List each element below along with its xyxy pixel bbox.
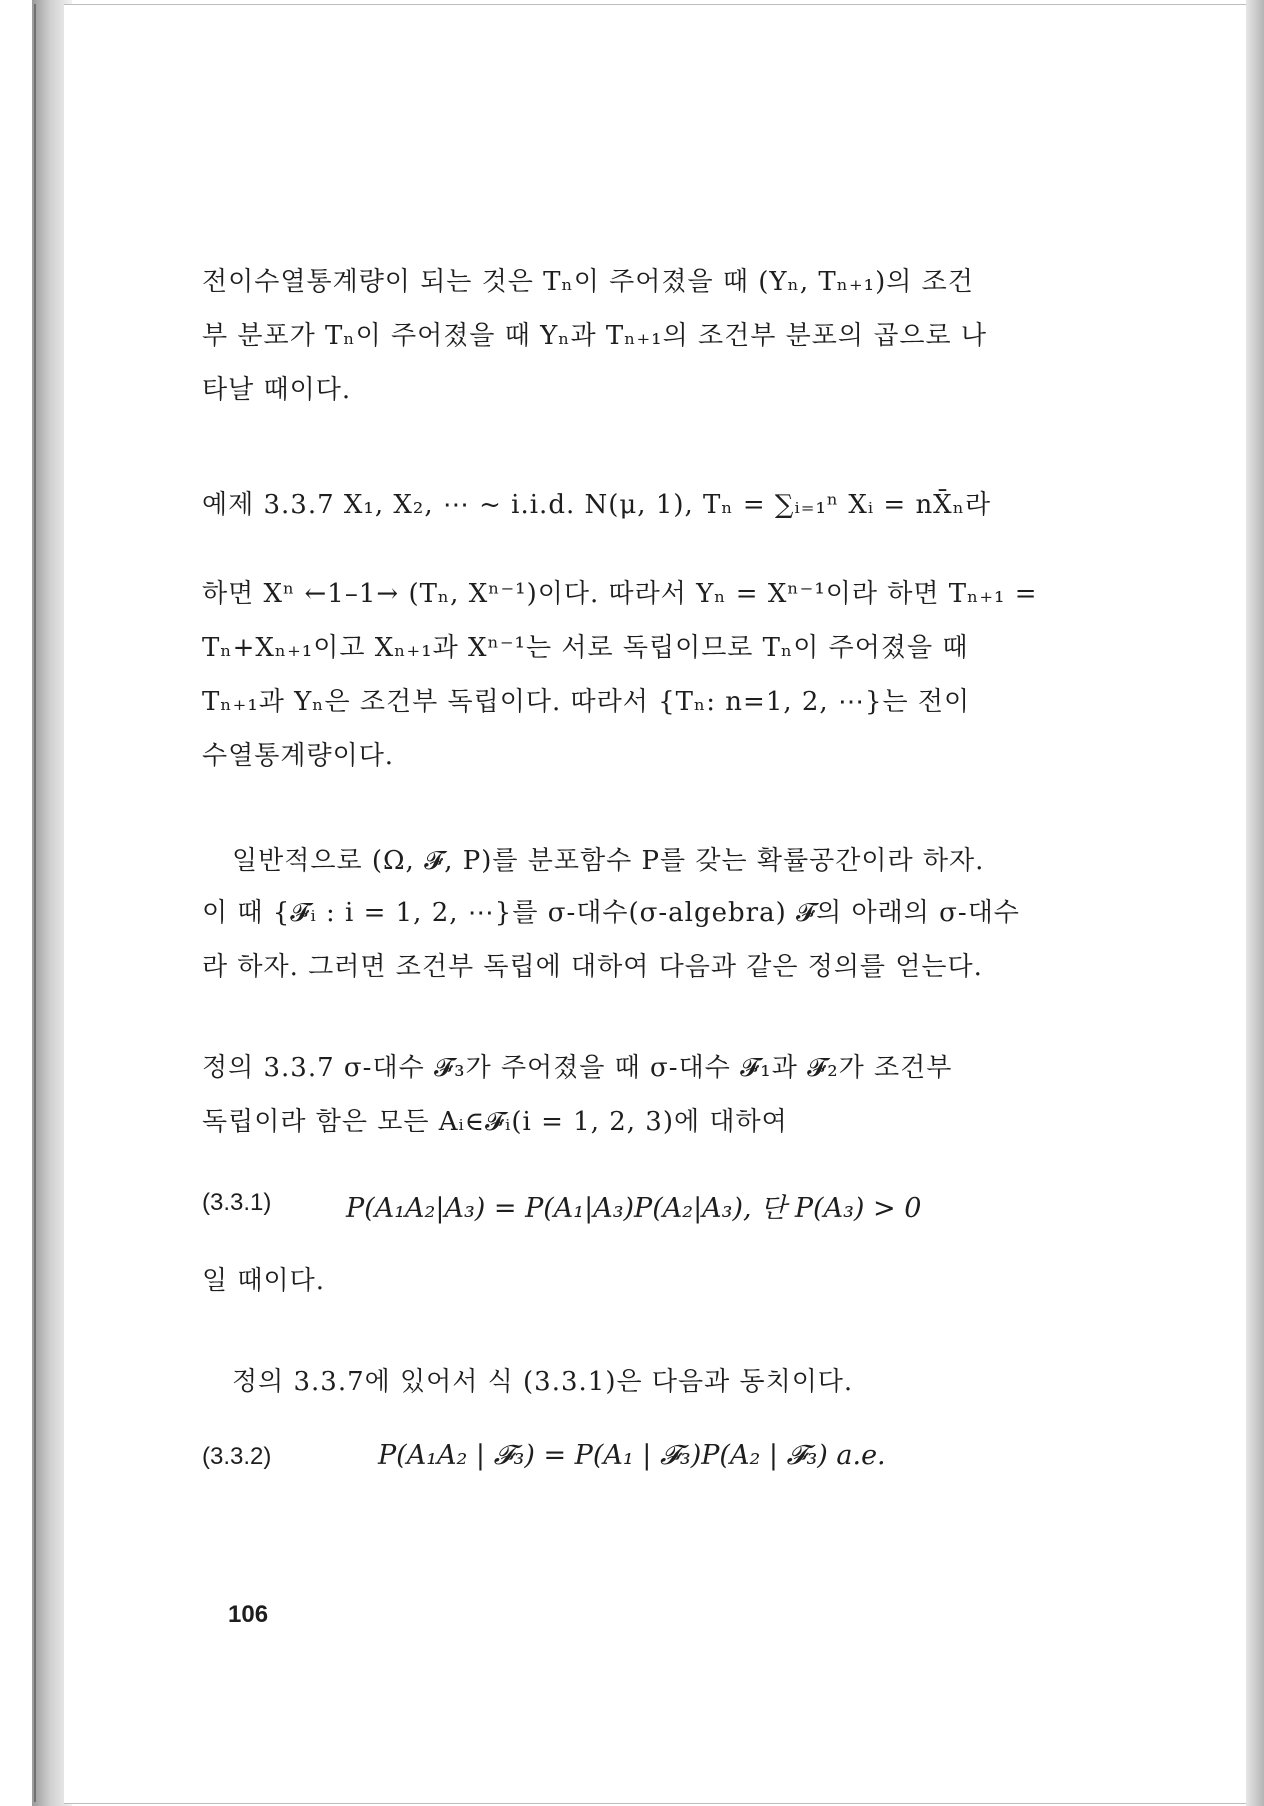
example-line5: 수열통계량이다. — [202, 741, 395, 771]
book-spine-edge — [34, 4, 36, 1802]
paragraph1-line3: 타날 때이다. — [202, 375, 352, 405]
example-line3: Tₙ+Xₙ₊₁이고 Xₙ₊₁과 Xⁿ⁻¹는 서로 독립이므로 Tₙ이 주어졌을 때 — [202, 633, 969, 663]
example-line1: X₁, X₂, ⋯ ~ i.i.d. N(μ, 1), Tₙ = ∑ᵢ₌₁ⁿ Xᵢ = nX̄ₙ라 — [343, 490, 992, 520]
definition-closing: 일 때이다. — [202, 1266, 325, 1296]
equation-number-3-3-1: (3.3.1) — [202, 1189, 272, 1216]
remark-line: 정의 3.3.7에 있어서 식 (3.3.1)은 다음과 동치이다. — [232, 1367, 854, 1397]
example-heading-line — [202, 487, 1122, 523]
paragraph2-line3: 라 하자. 그러면 조건부 독립에 대하여 다음과 같은 정의를 얻는다. — [202, 952, 983, 982]
book-right-edge — [1246, 0, 1264, 1806]
equation-number-3-3-2: (3.3.2) — [202, 1443, 272, 1470]
example-label: 예제 3.3.7 — [202, 490, 335, 520]
paragraph1-line2: 부 분포가 Tₙ이 주어졌을 때 Yₙ과 Tₙ₊₁의 조건부 분포의 곱으로 나 — [202, 321, 987, 351]
paragraph2-line2: 이 때 {𝓕ᵢ : i = 1, 2, ⋯}를 σ-대수(σ-algebra) 𝓕의 아래의 σ-대수 — [202, 898, 1020, 928]
paragraph2-line1: 일반적으로 (Ω, 𝓕, P)를 분포함수 P를 갖는 확률공간이라 하자. — [232, 846, 985, 876]
paragraph1-line1: 전이수열통계량이 되는 것은 Tₙ이 주어졌을 때 (Yₙ, Tₙ₊₁)의 조건 — [202, 267, 974, 297]
definition-line2: 독립이라 함은 모든 Aᵢ∈𝓕ᵢ(i = 1, 2, 3)에 대하여 — [202, 1107, 788, 1137]
example-line4: Tₙ₊₁과 Yₙ은 조건부 독립이다. 따라서 {Tₙ: n=1, 2, ⋯}는 전이 — [202, 687, 971, 717]
example-line2: 하면 Xⁿ ←1–1→ (Tₙ, Xⁿ⁻¹)이다. 따라서 Yₙ = Xⁿ⁻¹이라 하면 Tₙ₊₁ = — [202, 579, 1038, 609]
equation-3-3-2: P(A₁A₂ | 𝓕₃) = P(A₁ | 𝓕₃)P(A₂ | 𝓕₃) a.e. — [378, 1440, 886, 1471]
definition-line1: 정의 3.3.7 σ-대수 𝓕₃가 주어졌을 때 σ-대수 𝓕₁과 𝓕₂가 조건부 — [202, 1053, 953, 1083]
equation-3-3-1: P(A₁A₂|A₃) = P(A₁|A₃)P(A₂|A₃), 단 P(A₃) > 0 — [346, 1193, 922, 1224]
page-number: 106 — [228, 1601, 269, 1628]
